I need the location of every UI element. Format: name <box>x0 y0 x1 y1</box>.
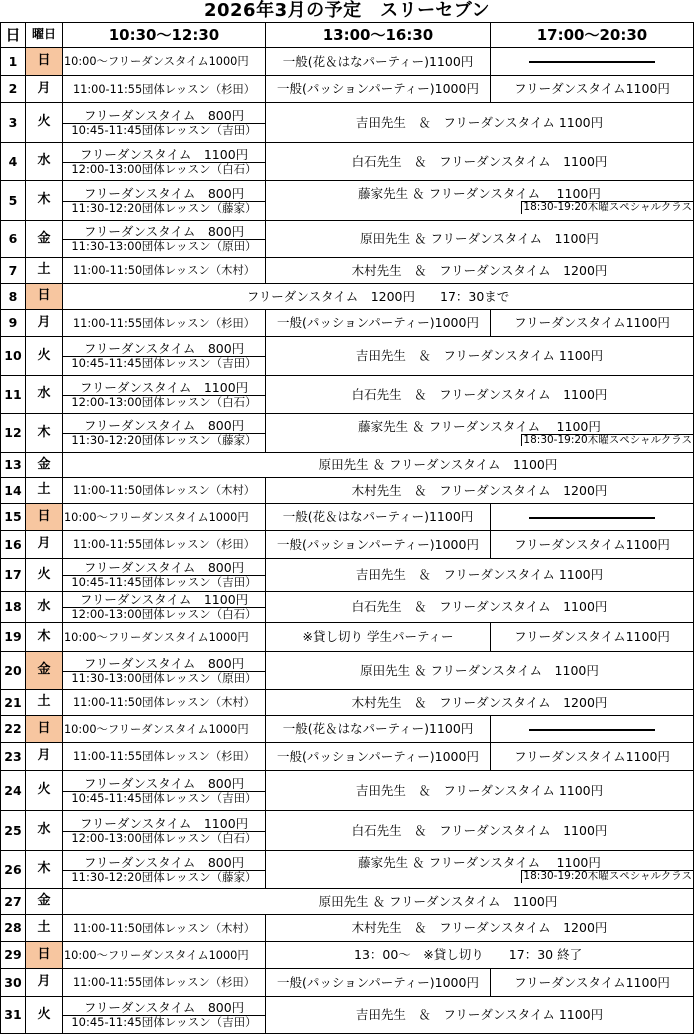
header-slot1: 10:30～12:30 <box>63 23 266 48</box>
stacked-cell <box>63 593 265 620</box>
day-number: 11 <box>1 376 26 414</box>
stack-bottom: 12:00-13:00団体レッスン（白石） <box>71 830 257 845</box>
cell-text: 11:00-11:50団体レッスン（木村） <box>72 264 256 278</box>
cell-text: 吉田先生 ＆ フリーダンスタイム 1100円 <box>355 114 604 130</box>
page-title: 2026年3月の予定 スリーセブン <box>203 0 491 21</box>
schedule-row <box>1 103 694 143</box>
weekday-cell: 火 <box>26 559 63 592</box>
day-number: 15 <box>1 504 26 531</box>
cell-text: 一般(パッションパーティー)1000円 <box>277 974 479 990</box>
weekday-cell: 月 <box>26 969 63 997</box>
schedule-row <box>1 559 694 592</box>
cell-text: 11:00-11:55団体レッスン（杉田） <box>72 976 256 990</box>
schedule-row <box>1 284 694 310</box>
schedule-row <box>1 889 694 915</box>
day-number: 12 <box>1 414 26 453</box>
day-number: 29 <box>1 942 26 969</box>
header-slot2: 13:00～16:30 <box>266 23 491 48</box>
cell-text: 10:00～フリーダンスタイム1000円 <box>64 948 249 962</box>
header-slot3: 17:00～20:30 <box>491 23 694 48</box>
day-number: 13 <box>1 453 26 478</box>
weekday-cell: 月 <box>26 743 63 771</box>
stack-top: フリーダンスタイム 1100円 <box>63 593 265 608</box>
stack-bottom: 10:45-11:45団体レッスン（吉田） <box>71 790 257 805</box>
day-number: 28 <box>1 915 26 942</box>
thursday-main: 藤家先生 ＆ フリーダンスタイム 1100円 <box>358 855 601 871</box>
cell-text: 一般(花＆はなパーティー)1100円 <box>282 53 474 69</box>
thursday-main: 藤家先生 ＆ フリーダンスタイム 1100円 <box>358 186 601 202</box>
cell-text: フリーダンスタイム1100円 <box>514 629 670 645</box>
day-number: 14 <box>1 478 26 504</box>
cell-text: 白石先生 ＆ フリーダンスタイム 1100円 <box>351 386 608 402</box>
weekday-cell: 木 <box>26 181 63 221</box>
weekday-cell: 月 <box>26 531 63 559</box>
stack-top: フリーダンスタイム 800円 <box>63 419 265 434</box>
header-row <box>1 23 694 48</box>
cell-text: 11:00-11:50団体レッスン（木村） <box>72 484 256 498</box>
weekday-cell: 木 <box>26 623 63 652</box>
stack-top: フリーダンスタイム 800円 <box>63 342 265 357</box>
cell-text: 原田先生 ＆ フリーダンスタイム 1100円 <box>360 231 599 247</box>
stack-top: フリーダンスタイム 800円 <box>63 657 265 672</box>
schedule-row <box>1 221 694 258</box>
schedule-row <box>1 690 694 716</box>
schedule-row <box>1 376 694 414</box>
schedule-row <box>1 997 694 1034</box>
schedule-row <box>1 531 694 559</box>
thursday-cell <box>266 187 693 214</box>
cell-text: 一般(パッションパーティー)1000円 <box>277 536 479 552</box>
cell-text: 木村先生 ＆ フリーダンスタイム 1200円 <box>351 482 608 498</box>
weekday-cell: 金 <box>26 652 63 690</box>
no-event-line <box>529 729 655 731</box>
stack-top: フリーダンスタイム 800円 <box>63 777 265 792</box>
weekday-cell: 金 <box>26 453 63 478</box>
schedule-row <box>1 337 694 376</box>
stacked-cell <box>63 148 265 175</box>
thursday-cell <box>266 420 693 447</box>
cell-text: フリーダンスタイム1100円 <box>514 81 670 97</box>
schedule-row <box>1 771 694 811</box>
weekday-cell: 水 <box>26 143 63 181</box>
weekday-cell: 土 <box>26 258 63 284</box>
day-number: 23 <box>1 743 26 771</box>
cell-text: 白石先生 ＆ フリーダンスタイム 1100円 <box>351 822 608 838</box>
stacked-cell <box>63 561 265 588</box>
cell-text: フリーダンスタイム1100円 <box>514 536 670 552</box>
stacked-cell <box>63 856 265 883</box>
schedule-row <box>1 969 694 997</box>
day-number: 17 <box>1 559 26 592</box>
cell-text: 11:00-11:55団体レッスン（杉田） <box>72 82 256 96</box>
weekday-cell: 火 <box>26 771 63 811</box>
weekday-cell: 水 <box>26 811 63 851</box>
stack-bottom: 11:30-13:00団体レッスン（原田） <box>71 239 257 254</box>
weekday-cell: 日 <box>26 716 63 743</box>
schedule-row <box>1 942 694 969</box>
weekday-cell: 火 <box>26 337 63 376</box>
schedule-row <box>1 504 694 531</box>
stack-bottom: 12:00-13:00団体レッスン（白石） <box>71 394 257 409</box>
cell-text: フリーダンスタイム1100円 <box>514 974 670 990</box>
cell-text: 11:00-11:50団体レッスン（木村） <box>72 921 256 935</box>
cell-text: 原田先生 ＆ フリーダンスタイム 1100円 <box>360 662 599 678</box>
cell-text: 木村先生 ＆ フリーダンスタイム 1200円 <box>351 694 608 710</box>
schedule-row <box>1 478 694 504</box>
day-number: 6 <box>1 221 26 258</box>
day-number: 7 <box>1 258 26 284</box>
schedule-row <box>1 716 694 743</box>
cell-text: 原田先生 ＆ フリーダンスタイム 1100円 <box>318 457 558 473</box>
cell-text: 一般(花＆はなパーティー)1100円 <box>282 721 474 737</box>
no-event-line <box>529 61 655 63</box>
stacked-cell <box>63 342 265 369</box>
stack-top: フリーダンスタイム 800円 <box>63 856 265 871</box>
day-number: 2 <box>1 76 26 103</box>
schedule-row <box>1 258 694 284</box>
weekday-cell: 金 <box>26 221 63 258</box>
cell-text: ※貸し切り 学生パーティー <box>302 629 454 645</box>
stacked-cell <box>63 657 265 684</box>
cell-text: 10:00～フリーダンスタイム1000円 <box>64 630 249 644</box>
schedule-row <box>1 76 694 103</box>
weekday-cell: 日 <box>26 284 63 310</box>
cell-text: 13：00～ ※貸し切り 17：30 終了 <box>354 947 583 963</box>
schedule-row <box>1 851 694 889</box>
day-number: 4 <box>1 143 26 181</box>
day-number: 24 <box>1 771 26 811</box>
schedule-row <box>1 310 694 337</box>
special-class: 18:30-19:20木曜スペシャルクラス <box>523 870 692 883</box>
weekday-cell: 日 <box>26 48 63 76</box>
stack-top: フリーダンスタイム 1100円 <box>63 148 265 163</box>
stacked-cell <box>63 1001 265 1028</box>
cell-text: 10:00～フリーダンスタイム1000円 <box>64 722 249 736</box>
weekday-cell: 月 <box>26 76 63 103</box>
cell-text: 11:00-11:50団体レッスン（木村） <box>72 696 256 710</box>
stack-top: フリーダンスタイム 1100円 <box>63 817 265 832</box>
cell-text: フリーダンスタイム1100円 <box>514 315 670 331</box>
day-number: 1 <box>1 48 26 76</box>
schedule-row <box>1 414 694 453</box>
weekday-cell: 月 <box>26 310 63 337</box>
day-number: 10 <box>1 337 26 376</box>
schedule-table <box>0 22 694 1034</box>
schedule-row <box>1 915 694 942</box>
stacked-cell <box>63 187 265 214</box>
weekday-cell: 水 <box>26 592 63 623</box>
day-number: 9 <box>1 310 26 337</box>
cell-text: 木村先生 ＆ フリーダンスタイム 1200円 <box>351 920 608 936</box>
cell-text: 一般(パッションパーティー)1000円 <box>277 748 479 764</box>
no-event-line <box>529 517 655 519</box>
stack-bottom: 11:30-12:20団体レッスン（藤家） <box>71 200 257 215</box>
cell-text: フリーダンスタイム 1200円 17：30まで <box>246 288 510 304</box>
day-number: 5 <box>1 181 26 221</box>
day-number: 18 <box>1 592 26 623</box>
cell-text: 白石先生 ＆ フリーダンスタイム 1100円 <box>351 153 608 169</box>
stack-bottom: 11:30-12:20団体レッスン（藤家） <box>71 433 257 448</box>
day-number: 27 <box>1 889 26 915</box>
schedule-row <box>1 181 694 221</box>
weekday-cell: 火 <box>26 103 63 143</box>
day-number: 21 <box>1 690 26 716</box>
schedule-row <box>1 743 694 771</box>
stack-top: フリーダンスタイム 800円 <box>63 1001 265 1016</box>
cell-text: 11:00-11:55団体レッスン（杉田） <box>72 750 256 764</box>
stacked-cell <box>63 419 265 446</box>
weekday-cell: 火 <box>26 997 63 1034</box>
stack-top: フリーダンスタイム 800円 <box>63 187 265 202</box>
schedule-row <box>1 623 694 652</box>
day-number: 31 <box>1 997 26 1034</box>
weekday-cell: 土 <box>26 690 63 716</box>
weekday-cell: 木 <box>26 414 63 453</box>
cell-text: 白石先生 ＆ フリーダンスタイム 1100円 <box>351 599 608 615</box>
schedule-row <box>1 143 694 181</box>
day-number: 16 <box>1 531 26 559</box>
stacked-cell <box>63 381 265 408</box>
cell-text: 11:00-11:55団体レッスン（杉田） <box>72 538 256 552</box>
cell-text: 一般(パッションパーティー)1000円 <box>277 81 479 97</box>
stack-bottom: 12:00-13:00団体レッスン（白石） <box>71 607 257 622</box>
cell-text: 木村先生 ＆ フリーダンスタイム 1200円 <box>351 262 608 278</box>
weekday-cell: 金 <box>26 889 63 915</box>
schedule-row <box>1 811 694 851</box>
cell-text: 10:00～フリーダンスタイム1000円 <box>64 510 249 524</box>
day-number: 30 <box>1 969 26 997</box>
stack-bottom: 10:45-11:45団体レッスン（吉田） <box>71 1015 257 1030</box>
cell-text: 原田先生 ＆ フリーダンスタイム 1100円 <box>318 893 558 909</box>
thursday-main: 藤家先生 ＆ フリーダンスタイム 1100円 <box>358 418 601 434</box>
cell-text: 吉田先生 ＆ フリーダンスタイム 1100円 <box>355 1007 604 1023</box>
weekday-cell: 水 <box>26 376 63 414</box>
cell-text: 一般(花＆はなパーティー)1100円 <box>282 509 474 525</box>
day-number: 19 <box>1 623 26 652</box>
day-number: 20 <box>1 652 26 690</box>
cell-text: 吉田先生 ＆ フリーダンスタイム 1100円 <box>355 348 604 364</box>
day-number: 26 <box>1 851 26 889</box>
schedule-row <box>1 592 694 623</box>
cell-text: 11:00-11:55団体レッスン（杉田） <box>72 316 256 330</box>
stacked-cell <box>63 225 265 252</box>
weekday-cell: 日 <box>26 942 63 969</box>
cell-text: 10:00～フリーダンスタイム1000円 <box>64 55 249 69</box>
header-weekday: 曜日 <box>26 23 63 48</box>
special-class: 18:30-19:20木曜スペシャルクラス <box>523 201 692 214</box>
cell-text: 吉田先生 ＆ フリーダンスタイム 1100円 <box>355 782 604 798</box>
weekday-cell: 日 <box>26 504 63 531</box>
special-class: 18:30-19:20木曜スペシャルクラス <box>523 433 692 446</box>
stack-top: フリーダンスタイム 1100円 <box>63 381 265 396</box>
weekday-cell: 土 <box>26 915 63 942</box>
stack-bottom: 11:30-12:20団体レッスン（藤家） <box>71 869 257 884</box>
stack-top: フリーダンスタイム 800円 <box>63 225 265 240</box>
stack-bottom: 10:45-11:45団体レッスン（吉田） <box>71 356 257 371</box>
stack-bottom: 12:00-13:00団体レッスン（白石） <box>71 161 257 176</box>
day-number: 25 <box>1 811 26 851</box>
day-number: 8 <box>1 284 26 310</box>
schedule-row <box>1 453 694 478</box>
thursday-cell <box>266 856 693 883</box>
weekday-cell: 木 <box>26 851 63 889</box>
cell-text: 一般(パッションパーティー)1000円 <box>277 315 479 331</box>
schedule-row <box>1 652 694 690</box>
header-day: 日 <box>1 23 26 48</box>
day-number: 3 <box>1 103 26 143</box>
stacked-cell <box>63 109 265 136</box>
stack-bottom: 10:45-11:45団体レッスン（吉田） <box>71 122 257 137</box>
stacked-cell <box>63 777 265 804</box>
stacked-cell <box>63 817 265 844</box>
cell-text: フリーダンスタイム1100円 <box>514 748 670 764</box>
stack-top: フリーダンスタイム 800円 <box>63 109 265 124</box>
schedule-row <box>1 48 694 76</box>
cell-text: 吉田先生 ＆ フリーダンスタイム 1100円 <box>355 567 604 583</box>
day-number: 22 <box>1 716 26 743</box>
weekday-cell: 土 <box>26 478 63 504</box>
stack-top: フリーダンスタイム 800円 <box>63 561 265 576</box>
stack-bottom: 10:45-11:45団体レッスン（吉田） <box>71 575 257 590</box>
stack-bottom: 11:30-13:00団体レッスン（原田） <box>71 670 257 685</box>
